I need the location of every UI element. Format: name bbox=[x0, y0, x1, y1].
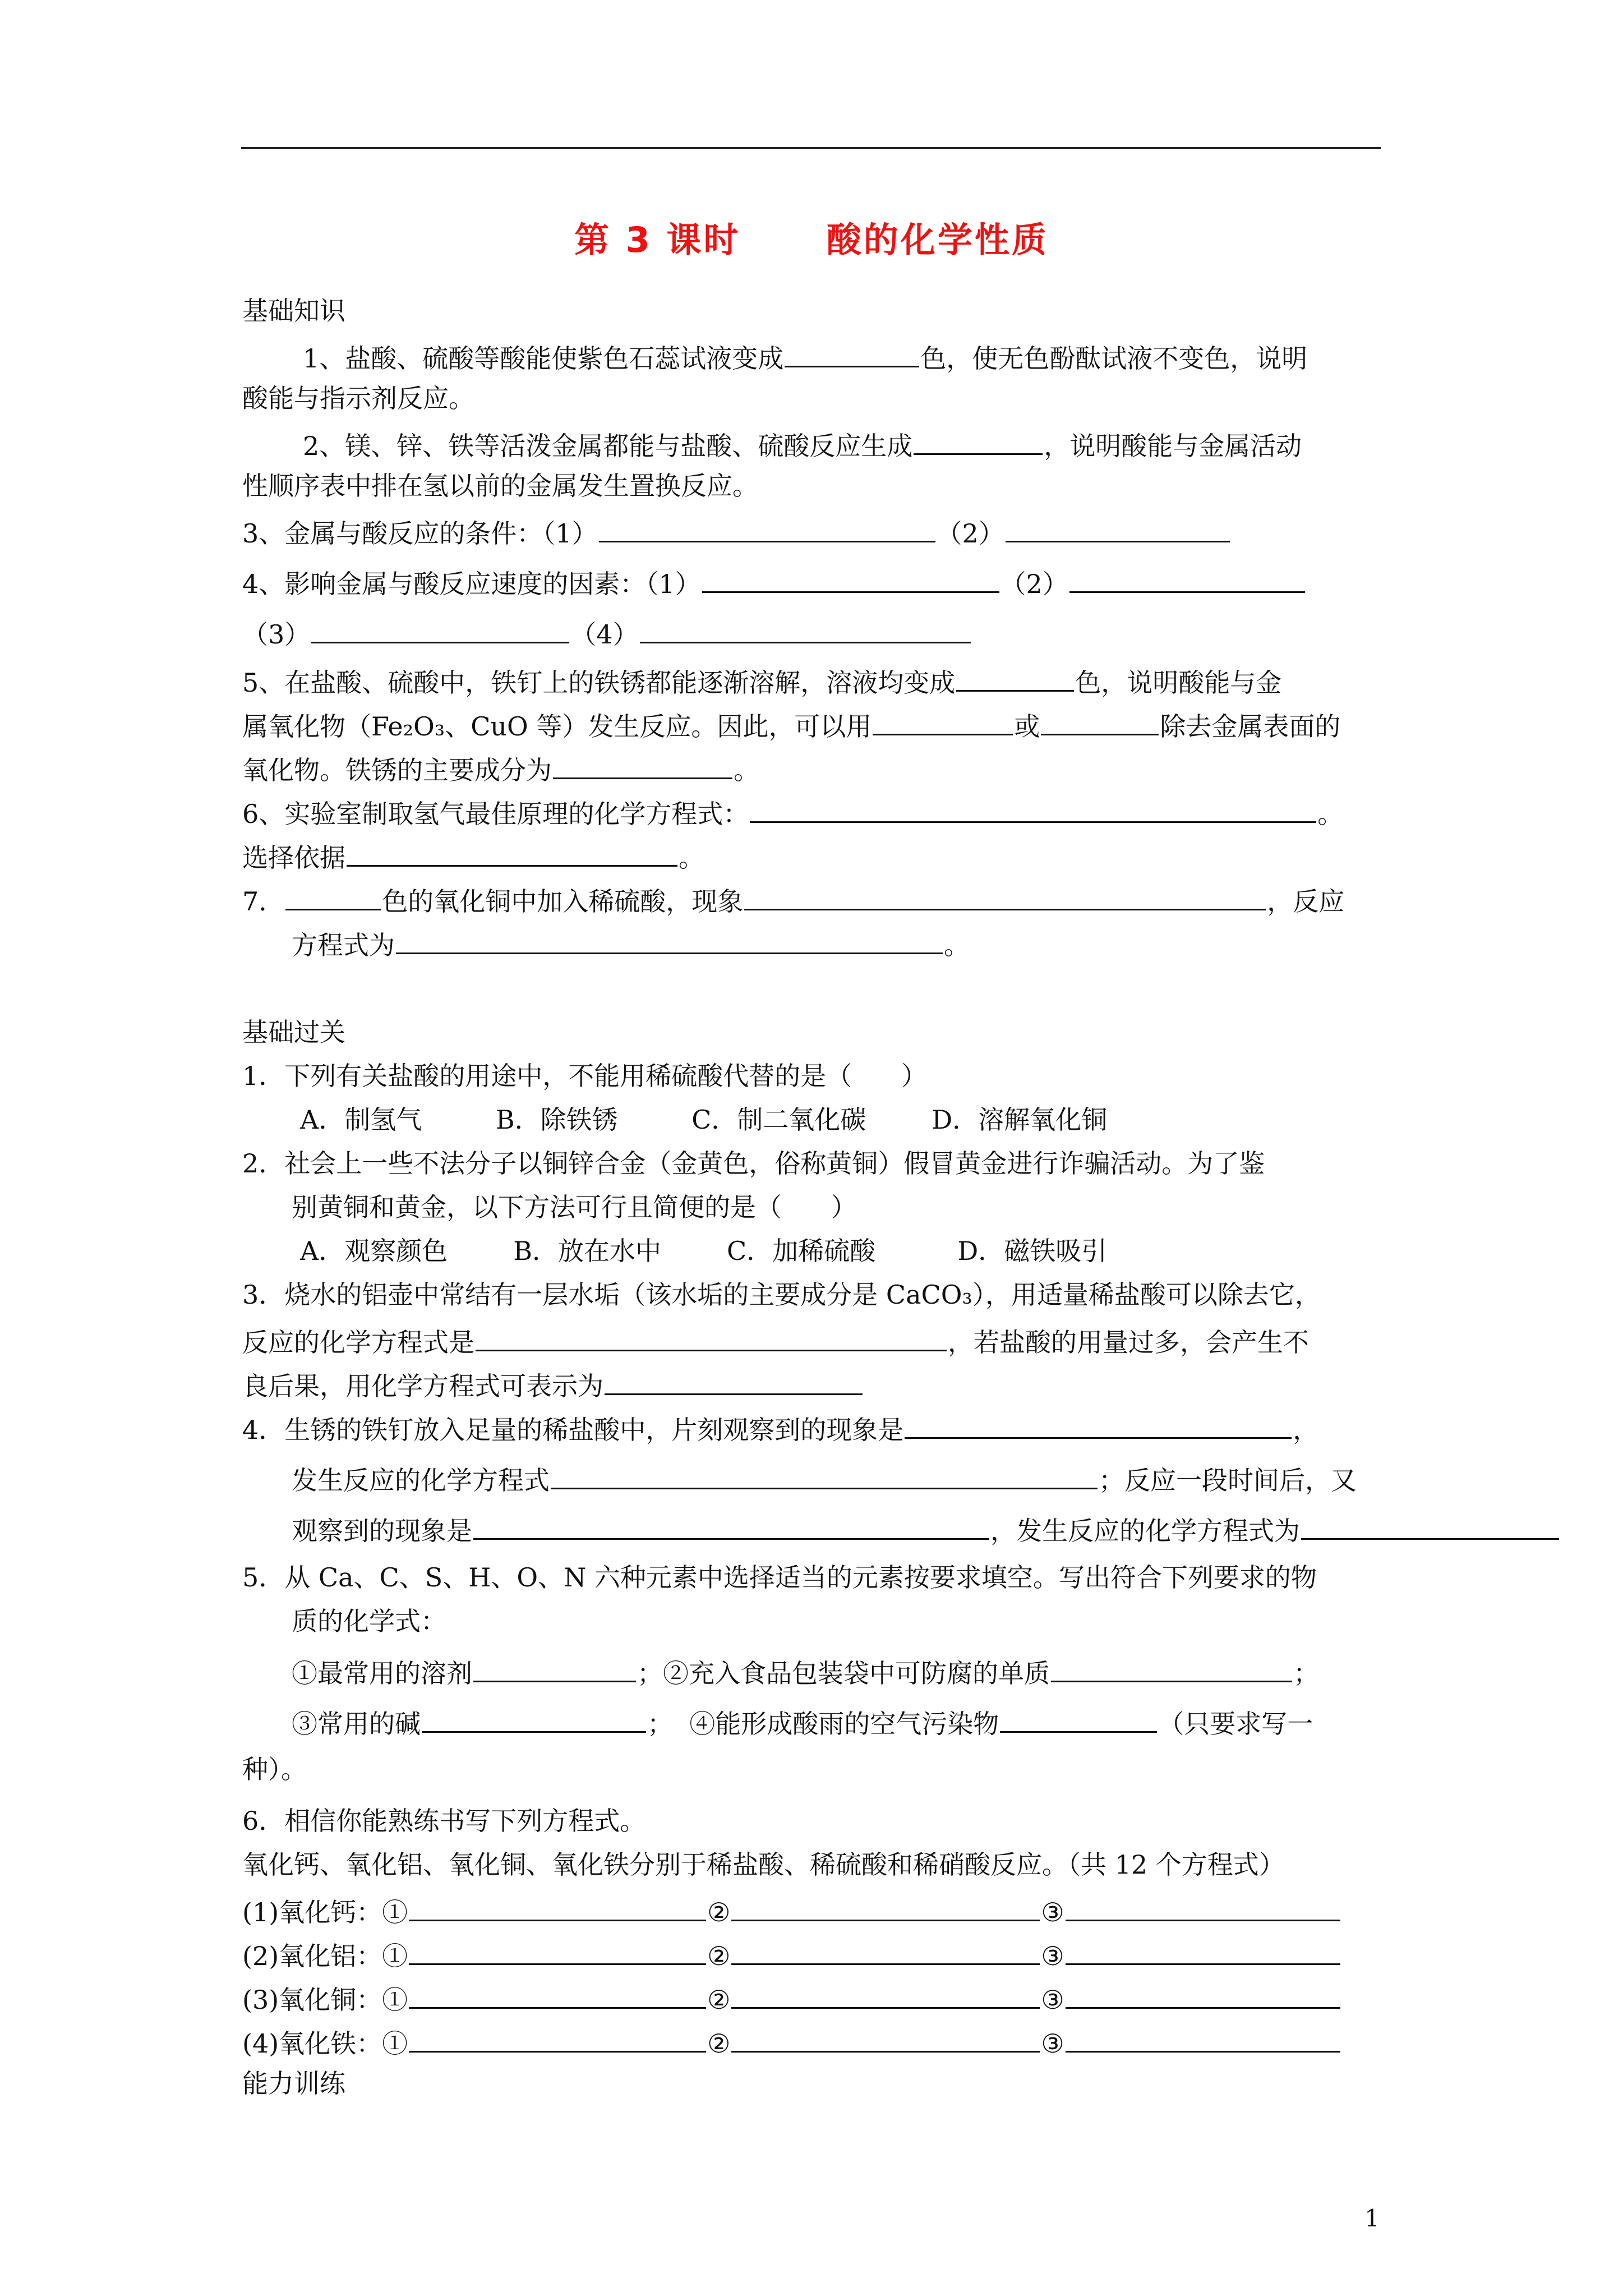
answer-blank[interactable] bbox=[1066, 1935, 1340, 1965]
line-text: 2、镁、锌、铁等活泼金属都能与盐酸、硫酸反应生成 bbox=[303, 431, 913, 461]
line-text: 1、盐酸、硫酸等酸能使紫色石蕊试液变成 bbox=[303, 343, 784, 374]
line-text: 质的化学式： bbox=[292, 1606, 446, 1636]
line-text: 能力训练 bbox=[242, 2068, 345, 2099]
worksheet-line bbox=[242, 1015, 345, 1049]
line-text: 2．社会上一些不法分子以铜锌合金（金黄色，俗称黄铜）假冒黄金进行诈骗活动。为了鉴 bbox=[242, 1148, 1265, 1179]
answer-blank[interactable] bbox=[473, 1510, 989, 1540]
line-text: 发生反应的化学方程式 bbox=[292, 1465, 550, 1496]
answer-blank[interactable] bbox=[1066, 1892, 1340, 1921]
line-text: ，发生反应的化学方程式为 bbox=[990, 1516, 1300, 1546]
line-text: ，说明酸能与金属活动 bbox=[1044, 431, 1302, 461]
line-text: 3．烧水的铝壶中常结有一层水垢（该水垢的主要成分是 CaCO₃），用适量稀盐酸可以除去它， bbox=[242, 1280, 1321, 1310]
line-text: 6．相信你能熟练书写下列方程式。 bbox=[242, 1806, 646, 1836]
worksheet-line bbox=[242, 2023, 1341, 2059]
line-text: ③ bbox=[1041, 1897, 1064, 1927]
answer-blank[interactable] bbox=[1041, 706, 1159, 735]
page-number: 1 bbox=[1364, 2205, 1380, 2232]
answer-blank[interactable] bbox=[731, 2023, 1040, 2053]
line-text: ③ bbox=[1041, 1941, 1064, 1971]
worksheet-line bbox=[242, 1147, 1265, 1180]
answer-blank[interactable] bbox=[702, 563, 999, 593]
line-text: ③ bbox=[1041, 1985, 1064, 2015]
worksheet-line bbox=[292, 1653, 1319, 1686]
worksheet-line bbox=[242, 837, 704, 871]
answer-blank[interactable] bbox=[956, 662, 1074, 692]
page-title: 第 3 课时 酸的化学性质 bbox=[574, 219, 1049, 260]
worksheet-line bbox=[242, 381, 474, 415]
worksheet-line bbox=[292, 924, 970, 958]
line-text: ， bbox=[1293, 1415, 1319, 1445]
line-text: 方程式为 bbox=[292, 930, 395, 960]
worksheet-line bbox=[292, 1604, 446, 1638]
answer-blank[interactable] bbox=[285, 881, 381, 910]
line-text: 酸能与指示剂反应。 bbox=[242, 383, 474, 413]
worksheet-line bbox=[242, 1365, 864, 1399]
worksheet-line bbox=[292, 1510, 1560, 1544]
line-text: ，反应 bbox=[1267, 886, 1345, 917]
worksheet-line bbox=[242, 1979, 1341, 2013]
line-text: (2)氧化铝：① bbox=[242, 1941, 408, 1971]
worksheet-line bbox=[242, 294, 345, 328]
answer-blank[interactable] bbox=[409, 1979, 706, 2009]
answer-blank[interactable] bbox=[396, 924, 943, 954]
worksheet-line bbox=[242, 1278, 1321, 1312]
worksheet-line bbox=[242, 614, 972, 650]
answer-blank[interactable] bbox=[553, 749, 732, 779]
line-text: ；②充入食品包装袋中可防腐的单质 bbox=[637, 1658, 1050, 1688]
worksheet-line bbox=[242, 793, 1343, 827]
line-text: 。 bbox=[944, 930, 970, 960]
line-text: 反应的化学方程式是 bbox=[242, 1327, 474, 1358]
answer-blank[interactable] bbox=[905, 1409, 1292, 1439]
worksheet-line bbox=[292, 1460, 1357, 1496]
answer-blank[interactable] bbox=[1301, 1510, 1559, 1540]
worksheet-line bbox=[242, 1322, 1309, 1358]
line-text: ； bbox=[1293, 1658, 1319, 1688]
answer-blank[interactable] bbox=[347, 837, 677, 867]
answer-blank[interactable] bbox=[605, 1365, 863, 1395]
line-text: A．观察颜色 B．放在水中 C．加稀硫酸 D．磁铁吸引 bbox=[300, 1236, 1108, 1266]
answer-blank[interactable] bbox=[731, 1892, 1040, 1921]
line-text: 或 bbox=[1014, 711, 1040, 742]
answer-blank[interactable] bbox=[750, 793, 1316, 823]
worksheet-line bbox=[300, 1103, 1107, 1137]
answer-blank[interactable] bbox=[422, 1703, 646, 1733]
answer-blank[interactable] bbox=[640, 614, 971, 643]
line-text: 色，使无色酚酞试液不变色，说明 bbox=[920, 343, 1308, 374]
line-text: 6、实验室制取氢气最佳原理的化学方程式： bbox=[242, 799, 749, 829]
answer-blank[interactable] bbox=[731, 1935, 1040, 1965]
worksheet-line bbox=[242, 1935, 1341, 1969]
answer-blank[interactable] bbox=[1006, 513, 1230, 542]
line-text: 1．下列有关盐酸的用途中，不能用稀硫酸代替的是（ ） bbox=[242, 1061, 927, 1091]
worksheet-line bbox=[292, 1190, 857, 1224]
line-text: (4)氧化铁：① bbox=[242, 2028, 408, 2059]
line-text: ② bbox=[707, 2028, 731, 2059]
line-text: （4） bbox=[570, 619, 639, 650]
worksheet-line bbox=[242, 1561, 1317, 1594]
line-text: 种）。 bbox=[242, 1754, 307, 1784]
answer-blank[interactable] bbox=[551, 1460, 1098, 1489]
line-text: ③常用的碱 bbox=[292, 1709, 421, 1739]
answer-blank[interactable] bbox=[409, 1935, 706, 1965]
worksheet-line bbox=[242, 1848, 1285, 1881]
line-text: 5．从 Ca、C、S、H、O、N 六种元素中选择适当的元素按要求填空。写出符合下列要求的物 bbox=[242, 1562, 1317, 1593]
line-text: ② bbox=[707, 1941, 731, 1971]
line-text: (1)氧化钙：① bbox=[242, 1897, 408, 1927]
line-text: 别黄铜和黄金，以下方法可行且简便的是（ ） bbox=[292, 1192, 857, 1222]
header-rule bbox=[241, 147, 1381, 149]
worksheet-line bbox=[242, 563, 1306, 597]
worksheet-line bbox=[292, 1703, 1313, 1737]
worksheet-line bbox=[242, 662, 1281, 696]
line-text: 氧化物。铁锈的主要成分为 bbox=[242, 755, 552, 785]
worksheet-line bbox=[242, 706, 1341, 742]
answer-blank[interactable] bbox=[744, 881, 1266, 910]
worksheet-line bbox=[303, 425, 1302, 459]
line-text: 4．生锈的铁钉放入足量的稀盐酸中，片刻观察到的现象是 bbox=[242, 1415, 904, 1445]
line-text: ③ bbox=[1041, 2028, 1064, 2059]
answer-blank[interactable] bbox=[873, 706, 1013, 735]
line-text: （2） bbox=[936, 518, 1004, 549]
line-text: （只要求写一 bbox=[1158, 1709, 1313, 1739]
worksheet-line bbox=[242, 1892, 1341, 1925]
answer-blank[interactable] bbox=[731, 1979, 1040, 2009]
line-text: 氧化钙、氧化铝、氧化铜、氧化铁分别于稀盐酸、稀硫酸和稀硝酸反应。（共 12 个方程式） bbox=[242, 1849, 1285, 1880]
answer-blank[interactable] bbox=[1066, 2023, 1340, 2053]
line-text: A．制氢气 B．除铁锈 C．制二氧化碳 D．溶解氧化铜 bbox=[300, 1105, 1108, 1135]
answer-blank[interactable] bbox=[599, 513, 935, 542]
worksheet-line bbox=[242, 1409, 1318, 1443]
answer-blank[interactable] bbox=[1069, 563, 1305, 593]
line-text: 属氧化物（Fe₂O₃、CuO 等）发生反应。因此，可以用 bbox=[242, 711, 872, 742]
line-text: 3、金属与酸反应的条件：（1） bbox=[242, 518, 598, 549]
answer-blank[interactable] bbox=[409, 2023, 706, 2053]
line-text: 观察到的现象是 bbox=[292, 1516, 472, 1546]
line-text: 色，说明酸能与金 bbox=[1075, 668, 1282, 698]
line-text: ② bbox=[707, 1897, 731, 1927]
answer-blank[interactable] bbox=[1051, 1653, 1292, 1682]
line-text: ；反应一段时间后，又 bbox=[1099, 1465, 1357, 1496]
line-text: 。 bbox=[734, 755, 759, 785]
line-text: 7． bbox=[242, 886, 285, 917]
answer-blank[interactable] bbox=[473, 1653, 636, 1682]
answer-blank[interactable] bbox=[311, 614, 569, 643]
worksheet-line bbox=[242, 1752, 307, 1786]
line-text: 基础过关 bbox=[242, 1017, 345, 1047]
answer-blank[interactable] bbox=[785, 338, 919, 367]
line-text: 良后果，用化学方程式可表示为 bbox=[242, 1371, 603, 1401]
worksheet-line bbox=[303, 338, 1308, 374]
line-text: 4、影响金属与酸反应速度的因素：（1） bbox=[242, 569, 701, 599]
line-text: 5、在盐酸、硫酸中，铁钉上的铁锈都能逐渐溶解，溶液均变成 bbox=[242, 668, 956, 698]
line-text: 除去金属表面的 bbox=[1160, 711, 1341, 742]
line-text: 。 bbox=[679, 843, 704, 873]
worksheet-line bbox=[300, 1234, 1107, 1268]
worksheet-line bbox=[242, 749, 759, 783]
answer-blank[interactable] bbox=[1000, 1703, 1157, 1733]
worksheet-line bbox=[242, 513, 1231, 549]
line-text: ② bbox=[707, 1985, 731, 2015]
line-text: (3)氧化铜：① bbox=[242, 1985, 408, 2015]
line-text: ，若盐酸的用量过多，会产生不 bbox=[948, 1327, 1309, 1358]
line-text: （2） bbox=[1000, 569, 1068, 599]
line-text: ； ④能形成酸雨的空气污染物 bbox=[647, 1709, 999, 1739]
worksheet-line bbox=[242, 1804, 645, 1838]
answer-blank[interactable] bbox=[409, 1892, 706, 1921]
line-text: 性顺序表中排在氢以前的金属发生置换反应。 bbox=[242, 471, 758, 501]
line-text: ①最常用的溶剂 bbox=[292, 1658, 472, 1688]
line-text: 色的氧化铜中加入稀硫酸，现象 bbox=[382, 886, 744, 917]
answer-blank[interactable] bbox=[476, 1322, 947, 1351]
worksheet-line bbox=[242, 2067, 345, 2100]
line-text: 基础知识 bbox=[242, 296, 345, 326]
answer-blank[interactable] bbox=[914, 425, 1043, 455]
answer-blank[interactable] bbox=[1066, 1979, 1340, 2009]
worksheet-line bbox=[242, 1059, 927, 1093]
worksheet-line bbox=[242, 469, 758, 503]
worksheet-line bbox=[242, 881, 1345, 917]
line-text: 选择依据 bbox=[242, 843, 345, 873]
line-text: 。 bbox=[1317, 799, 1344, 829]
line-text: （3） bbox=[242, 619, 311, 650]
